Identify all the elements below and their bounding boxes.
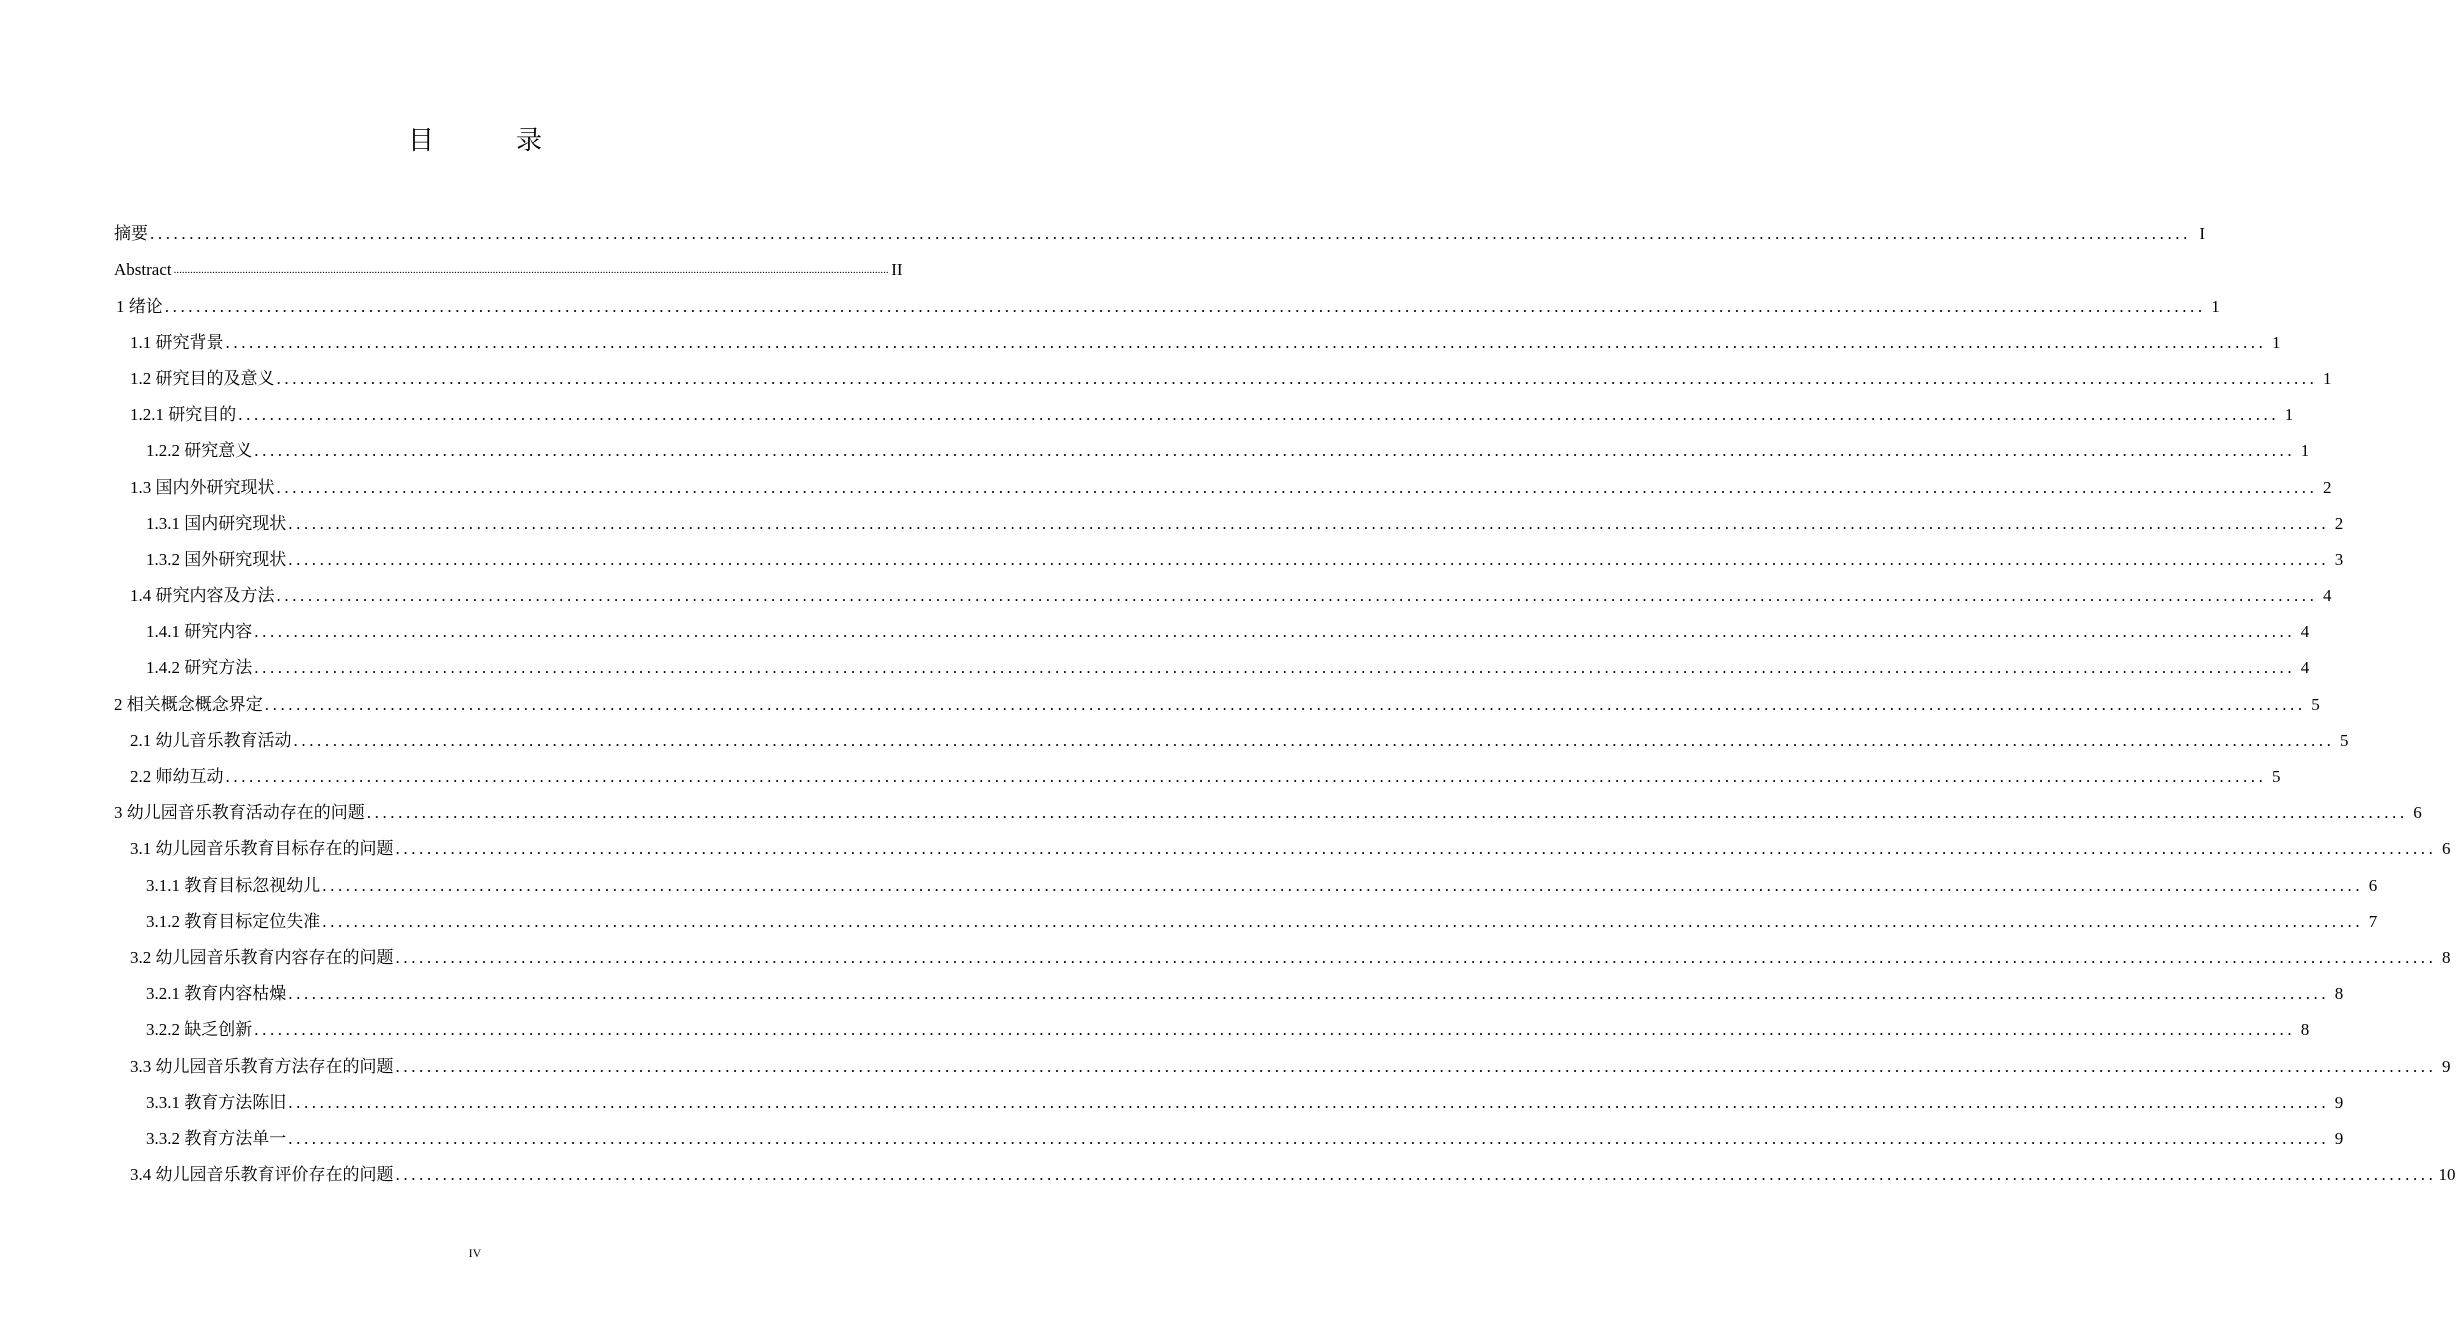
toc-entry-label: 1.3.1 国内研究现状 <box>146 513 287 533</box>
toc-entry-page: 1 <box>2300 441 2310 461</box>
toc-entry-label: 3.1.1 教育目标忽视幼儿 <box>146 875 321 895</box>
toc-entry-page: 6 <box>2413 803 2422 823</box>
toc-entry-label: 2 相关概念概念界定 <box>114 694 263 714</box>
toc-entry-page: 8 <box>2442 947 2451 967</box>
toc-entry-label: 1.4.2 研究方法 <box>146 658 253 678</box>
toc-dot-leader: .................................................................................................................................................................................................................................................................... <box>254 622 2296 642</box>
toc-entry[interactable] <box>114 208 2205 244</box>
toc-entry[interactable] <box>114 715 2349 751</box>
toc-entry[interactable] <box>114 1077 2344 1113</box>
toc-entry[interactable] <box>114 932 2451 968</box>
toc-entry-label: 1.4 研究内容及方法 <box>130 586 275 606</box>
toc-entry-label: 3.3.2 教育方法单一 <box>146 1128 287 1148</box>
toc-entry[interactable] <box>114 859 2378 895</box>
toc-entry-label: 1.2.2 研究意义 <box>146 441 253 461</box>
toc-entry-page: 9 <box>2442 1056 2451 1076</box>
toc-dot-leader: .................................................................................................................................................................................................................................................................... <box>238 405 2280 425</box>
toc-entry-label: 摘要 <box>114 224 148 244</box>
toc-entry[interactable] <box>114 606 2310 642</box>
toc-dot-leader: .................................................................................................................................................................................................................................................................... <box>395 1056 2437 1076</box>
toc-entry[interactable] <box>114 642 2310 678</box>
toc-dot-leader: .................................................................................................................................................................................................................................................................... <box>264 694 2306 714</box>
toc-entry[interactable] <box>114 1149 2456 1185</box>
toc-entry-page: 8 <box>2334 984 2344 1004</box>
toc-entry[interactable] <box>114 896 2378 932</box>
toc-entry-label: 1 绪论 <box>116 296 163 316</box>
toc-entry[interactable] <box>114 1040 2451 1076</box>
toc-entry-page: II <box>891 260 903 280</box>
toc-entry[interactable] <box>114 317 2281 353</box>
toc-dot-leader: .................................................................................................................................................................................................................................................................... <box>395 1165 2437 1185</box>
toc-dot-leader: .................................................................................................................................................................................................................................................................... <box>288 549 2330 569</box>
toc-entry[interactable] <box>114 461 2332 497</box>
toc-entry[interactable] <box>114 751 2281 787</box>
toc-entry-page: 7 <box>2368 911 2378 931</box>
toc-entry-page: 1 <box>2323 368 2332 388</box>
toc-dot-leader: .................................................................................................................................................................................................................................................................... <box>173 264 889 277</box>
toc-dot-leader: .................................................................................................................................................................................................................................................................... <box>288 984 2330 1004</box>
toc-entry-label: Abstract <box>114 260 172 280</box>
toc-dot-leader: .................................................................................................................................................................................................................................................................... <box>395 947 2437 967</box>
page-title: 目 录 <box>407 126 570 155</box>
table-of-contents <box>114 208 2456 1185</box>
toc-entry-page: 2 <box>2334 513 2344 533</box>
toc-entry-label: 3.3 幼儿园音乐教育方法存在的问题 <box>130 1056 394 1076</box>
toc-entry-page: 8 <box>2300 1020 2310 1040</box>
toc-dot-leader: .................................................................................................................................................................................................................................................................... <box>322 911 2364 931</box>
toc-dot-leader: .................................................................................................................................................................................................................................................................... <box>150 224 2191 244</box>
toc-entry-label: 3.2.1 教育内容枯燥 <box>146 984 287 1004</box>
toc-entry-label: 3.4 幼儿园音乐教育评价存在的问题 <box>130 1165 394 1185</box>
toc-entry-page: 4 <box>2300 658 2310 678</box>
toc-dot-leader: .................................................................................................................................................................................................................................................................... <box>395 839 2437 859</box>
page-number: IV <box>468 1246 482 1260</box>
toc-entry-page: 9 <box>2334 1092 2344 1112</box>
toc-entry[interactable] <box>114 823 2451 859</box>
toc-dot-leader: .................................................................................................................................................................................................................................................................... <box>276 477 2318 497</box>
toc-entry-page: 5 <box>2272 767 2281 786</box>
toc-entry[interactable] <box>114 244 903 280</box>
toc-entry[interactable] <box>114 1113 2344 1149</box>
toc-entry[interactable] <box>114 968 2344 1004</box>
toc-entry-label: 1.4.1 研究内容 <box>146 622 253 642</box>
toc-dot-leader: .................................................................................................................................................................................................................................................................... <box>254 1020 2296 1040</box>
toc-entry-page: 10 <box>2438 1165 2456 1185</box>
toc-dot-leader: .................................................................................................................................................................................................................................................................... <box>276 368 2318 388</box>
toc-entry-page: 4 <box>2323 586 2332 606</box>
toc-entry-page: 1 <box>2272 332 2281 352</box>
toc-entry-label: 3 幼儿园音乐教育活动存在的问题 <box>114 803 365 823</box>
toc-entry[interactable] <box>114 1004 2310 1040</box>
toc-entry-page: 6 <box>2442 839 2451 859</box>
toc-dot-leader: .................................................................................................................................................................................................................................................................... <box>288 1128 2330 1148</box>
toc-entry[interactable] <box>114 425 2310 461</box>
toc-entry-page: 6 <box>2368 875 2378 895</box>
toc-entry-label: 1.3.2 国外研究现状 <box>146 549 287 569</box>
toc-dot-leader: .................................................................................................................................................................................................................................................................... <box>366 803 2408 823</box>
toc-entry-page: 1 <box>2211 296 2220 316</box>
toc-entry[interactable] <box>114 389 2294 425</box>
toc-dot-leader: .................................................................................................................................................................................................................................................................... <box>322 875 2364 895</box>
toc-entry[interactable] <box>114 570 2332 606</box>
toc-entry-label: 3.3.1 教育方法陈旧 <box>146 1092 287 1112</box>
toc-entry-page: 4 <box>2300 622 2310 642</box>
toc-dot-leader: .................................................................................................................................................................................................................................................................... <box>225 332 2267 352</box>
toc-entry-label: 3.1.2 教育目标定位失准 <box>146 911 321 931</box>
toc-entry-label: 1.3 国内外研究现状 <box>130 477 275 497</box>
toc-entry-page: 1 <box>2284 405 2294 425</box>
toc-entry-label: 3.1 幼儿园音乐教育目标存在的问题 <box>130 839 394 859</box>
toc-entry-label: 1.2.1 研究目的 <box>130 405 237 425</box>
toc-entry-label: 2.2 师幼互动 <box>130 767 224 786</box>
toc-dot-leader: .................................................................................................................................................................................................................................................................... <box>164 296 2206 316</box>
toc-entry-page: 5 <box>2311 694 2320 714</box>
toc-entry-page: 3 <box>2334 549 2344 569</box>
toc-dot-leader: .................................................................................................................................................................................................................................................................... <box>293 730 2335 750</box>
toc-entry-label: 3.2 幼儿园音乐教育内容存在的问题 <box>130 947 394 967</box>
toc-entry-page: 5 <box>2340 730 2349 750</box>
toc-entry-page: 9 <box>2334 1128 2344 1148</box>
toc-dot-leader: .................................................................................................................................................................................................................................................................... <box>276 586 2318 606</box>
toc-entry[interactable] <box>114 353 2332 389</box>
toc-entry-page: I <box>2199 224 2205 244</box>
toc-dot-leader: .................................................................................................................................................................................................................................................................... <box>254 441 2296 461</box>
toc-entry-page: 2 <box>2323 477 2332 497</box>
toc-dot-leader: .................................................................................................................................................................................................................................................................... <box>225 767 2267 786</box>
toc-entry-label: 2.1 幼儿音乐教育活动 <box>130 730 292 750</box>
toc-entry-label: 3.2.2 缺乏创新 <box>146 1020 253 1040</box>
toc-entry[interactable] <box>114 678 2320 714</box>
toc-entry-label: 1.1 研究背景 <box>130 332 224 352</box>
toc-entry[interactable] <box>114 534 2344 570</box>
toc-entry[interactable] <box>114 787 2422 823</box>
toc-dot-leader: .................................................................................................................................................................................................................................................................... <box>254 658 2296 678</box>
toc-entry-label: 1.2 研究目的及意义 <box>130 368 275 388</box>
toc-dot-leader: .................................................................................................................................................................................................................................................................... <box>288 513 2330 533</box>
toc-entry[interactable] <box>114 280 2220 316</box>
toc-entry[interactable] <box>114 498 2344 534</box>
toc-dot-leader: .................................................................................................................................................................................................................................................................... <box>288 1092 2330 1112</box>
